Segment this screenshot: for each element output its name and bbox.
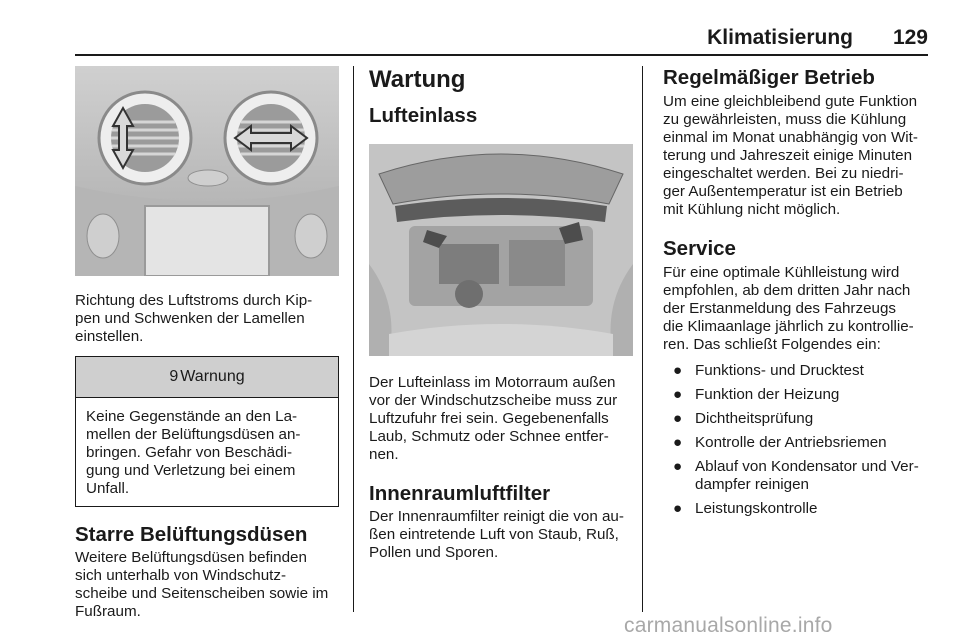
list-item: ● Ablauf von Kondensator und Ver- dampfer reinigen: [673, 458, 919, 493]
warning-triangle-icon: 9: [169, 368, 179, 385]
innenraumluftfilter-heading: Innenraumluftfilter: [369, 482, 551, 505]
warning-box: [75, 356, 339, 507]
list-item: ● Funktion der Heizung: [673, 386, 840, 403]
starre-heading: Starre Belüftungsdüsen: [75, 523, 308, 546]
warning-title: Warnung: [180, 368, 245, 385]
column-divider-2: [642, 66, 643, 612]
page-number: 129: [892, 26, 928, 49]
column-divider-1: [353, 66, 354, 612]
service-text: Für eine optimale Kühlleistung wird empfohlen, ab dem dritten Jahr nach der Erstanmeldung des Fahrzeugs die Klimaanlage jährlich zu kontrollie- ren. Das schließt Folgendes ein:: [663, 264, 914, 353]
starre-text: Weitere Belüftungsdüsen befinden sich unterhalb von Windschutz- scheibe und Seitenscheiben sowie im Fußraum.: [75, 549, 329, 620]
lufteinlass-text: Der Lufteinlass im Motorraum außen vor der Windschutzscheibe muss zur Luftzufuhr frei sein. Gegebenenfalls Laub, Schmutz oder Schnee entfer- nen.: [369, 374, 618, 463]
bullet-icon: ●: [673, 500, 683, 517]
column-1: [75, 66, 339, 621]
betrieb-heading: Regelmäßiger Betrieb: [663, 66, 875, 89]
warning-text: Keine Gegenstände an den La- mellen der Belüftungsdüsen an- bringen. Gefahr von Beschädi- gung und Verletzung bei einem Unfall.: [86, 408, 301, 497]
warning-body: [76, 398, 338, 506]
service-heading: Service: [663, 237, 736, 260]
vent-caption: Richtung des Luftstroms durch Kip- pen und Schwenken der Lamellen einstellen.: [75, 292, 313, 345]
engine-bay-svg: [369, 144, 633, 356]
innenraumluftfilter-text: Der Innenraumfilter reinigt die von au- ßen eintretende Luft von Staub, Ruß, Pollen und Sporen.: [369, 508, 624, 561]
watermark: carmanualsonline.info: [624, 614, 833, 637]
column-3: [663, 66, 928, 524]
page-header: [75, 26, 928, 56]
list-item: ● Dichtheitsprüfung: [673, 410, 814, 427]
service-list: [663, 362, 928, 518]
bullet-icon: ●: [673, 410, 683, 427]
bullet-icon: ●: [673, 386, 683, 403]
column-2: [369, 66, 633, 562]
air-vents-illustration: [75, 66, 339, 276]
betrieb-text: Um eine gleichbleibend gute Funktion zu gewährleisten, muss die Kühlung einmal im Monat unabhängig von Wit- terung und Jahreszeit einige Minuten eingeschaltet werden. Bei zu niedri- ger Außentemperatur ist ein Betrieb mit Kühlung nicht möglich.: [663, 93, 918, 218]
bullet-icon: ●: [673, 434, 683, 451]
header-rule: [75, 54, 928, 56]
air-vents-svg: [75, 66, 339, 276]
lufteinlass-heading: Lufteinlass: [369, 104, 478, 127]
list-item: ● Leistungskontrolle: [673, 500, 818, 517]
bullet-icon: ●: [673, 458, 683, 475]
bullet-icon: ●: [673, 362, 683, 379]
list-item: ● Funktions- und Drucktest: [673, 362, 864, 379]
section-title: Klimatisierung: [707, 26, 853, 49]
wartung-heading: Wartung: [369, 66, 466, 93]
list-item: ● Kontrolle der Antriebsriemen: [673, 434, 887, 451]
warning-header: [76, 357, 338, 398]
engine-bay-illustration: [369, 144, 633, 356]
